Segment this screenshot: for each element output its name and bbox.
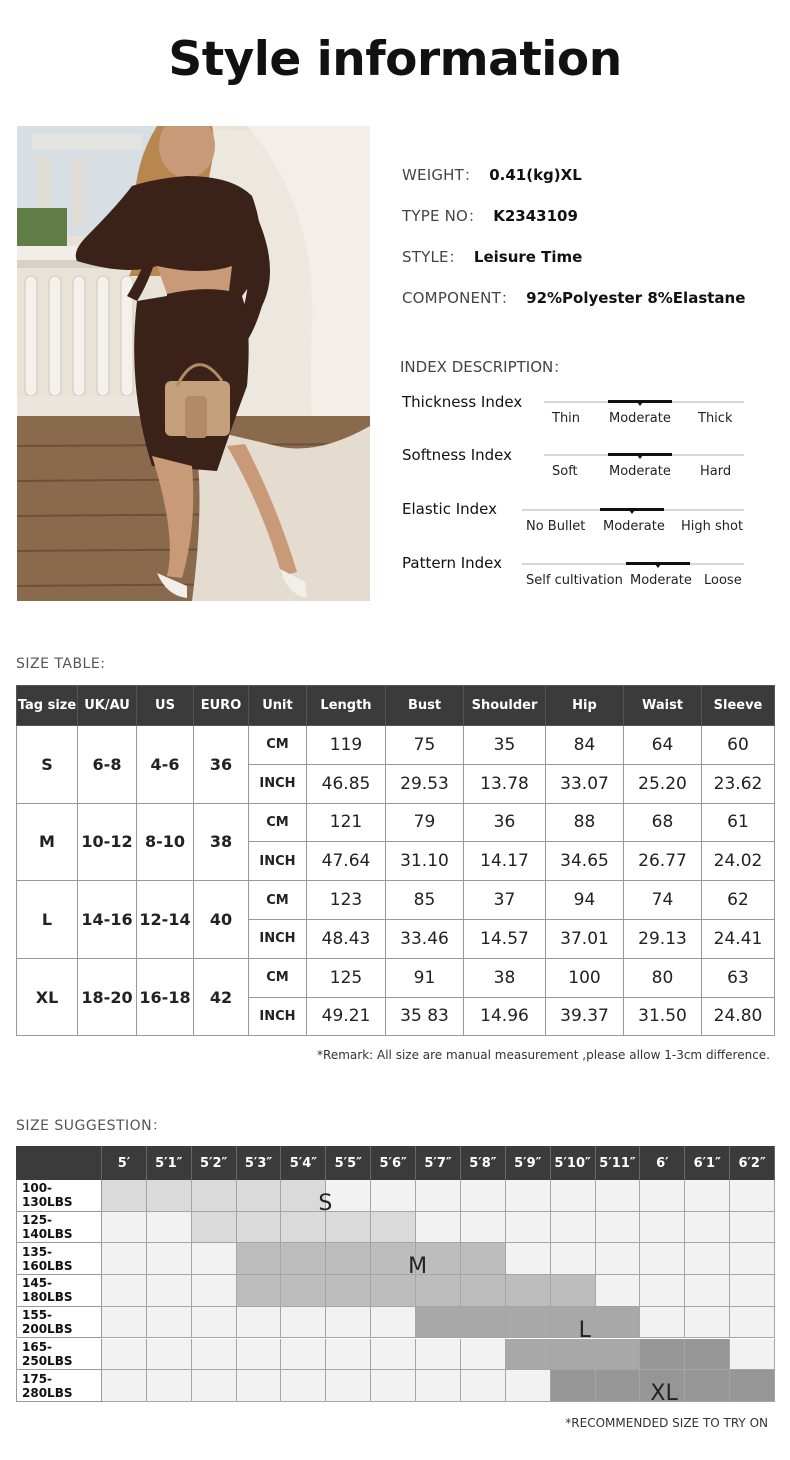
- suggestion-cell: [192, 1307, 237, 1339]
- table-row: [17, 881, 775, 920]
- suggestion-cell: [281, 1307, 326, 1339]
- size-table-label: SIZE TABLE:: [16, 656, 106, 672]
- component-value: 92%Polyester 8%Elastane: [526, 289, 746, 307]
- suggestion-cell: [281, 1275, 326, 1307]
- table-cell: 64: [624, 726, 702, 765]
- suggestion-cell: [596, 1212, 641, 1244]
- table-cell: 79: [386, 803, 464, 842]
- table-cell: 13.78: [464, 764, 546, 803]
- suggestion-cell: [685, 1243, 730, 1275]
- suggestion-cell: [326, 1180, 371, 1212]
- suggestion-cell: [416, 1339, 461, 1371]
- column-header: Bust: [386, 686, 464, 726]
- size-region-label: XL: [650, 1381, 678, 1407]
- table-cell: 125: [307, 958, 386, 997]
- suggestion-cell: [461, 1370, 506, 1402]
- size-region-label: M: [408, 1254, 428, 1280]
- us-size-cell: 12-14: [137, 881, 194, 959]
- suggestion-cell: [640, 1180, 685, 1212]
- column-header: Unit: [249, 686, 307, 726]
- weight-row-label: 175-280LBS: [16, 1370, 102, 1402]
- table-cell: 23.62: [702, 764, 775, 803]
- index-option: High shot: [681, 519, 744, 534]
- table-cell: 38: [464, 958, 546, 997]
- page-title: Style information: [168, 32, 622, 87]
- us-size-cell: 8-10: [137, 803, 194, 881]
- suggestion-cell: [326, 1212, 371, 1244]
- suggestion-cell: [147, 1243, 192, 1275]
- suggestion-cell: [416, 1307, 461, 1339]
- table-cell: 100: [546, 958, 624, 997]
- index-option: Self cultivation: [526, 573, 623, 588]
- table-cell: 46.85: [307, 764, 386, 803]
- unit-cell: CM: [249, 881, 307, 920]
- height-header: 5′6″: [371, 1146, 416, 1180]
- table-cell: 37.01: [546, 919, 624, 958]
- table-cell: 47.64: [307, 842, 386, 881]
- index-selected-marker: [600, 508, 664, 511]
- height-header: 6′2″: [730, 1146, 775, 1180]
- table-cell: 14.17: [464, 842, 546, 881]
- unit-cell: INCH: [249, 842, 307, 881]
- table-cell: 37: [464, 881, 546, 920]
- style-label: STYLE：: [402, 248, 464, 266]
- type-line: [402, 205, 578, 226]
- tag-size-cell: M: [17, 803, 78, 881]
- weight-label: WEIGHT：: [402, 166, 480, 184]
- suggestion-cell: [237, 1243, 282, 1275]
- tag-size-cell: S: [17, 726, 78, 804]
- suggestion-cell: [147, 1370, 192, 1402]
- weight-row-label: 100-130LBS: [16, 1180, 102, 1212]
- model-photo-icon: [17, 126, 370, 601]
- height-header: 5′8″: [461, 1146, 506, 1180]
- weight-row-label: 155-200LBS: [16, 1307, 102, 1339]
- suggestion-cell: [147, 1307, 192, 1339]
- table-cell: 85: [386, 881, 464, 920]
- column-header: Shoulder: [464, 686, 546, 726]
- suggestion-cell: [102, 1212, 147, 1244]
- table-cell: 91: [386, 958, 464, 997]
- height-header: 6′: [640, 1146, 685, 1180]
- suggestion-cell: [192, 1339, 237, 1371]
- height-header: 5′7″: [416, 1146, 461, 1180]
- thickness-index: [402, 393, 747, 433]
- suggestion-cell: [371, 1180, 416, 1212]
- weight-value: 0.41(kg)XL: [489, 166, 582, 184]
- suggestion-cell: [685, 1339, 730, 1371]
- suggestion-cell: [551, 1370, 596, 1402]
- suggestion-cell: [102, 1275, 147, 1307]
- index-option: Hard: [700, 464, 732, 479]
- component-label: COMPONENT：: [402, 289, 517, 307]
- suggestion-cell: [371, 1339, 416, 1371]
- suggestion-cell: [640, 1339, 685, 1371]
- weight-row-label: 135-160LBS: [16, 1243, 102, 1275]
- table-cell: 34.65: [546, 842, 624, 881]
- suggestion-cell: [730, 1212, 775, 1244]
- table-cell: 63: [702, 958, 775, 997]
- type-value: K2343109: [493, 207, 578, 225]
- uk-size-cell: 14-16: [78, 881, 137, 959]
- table-cell: 49.21: [307, 997, 386, 1036]
- index-name: Elastic Index: [402, 500, 498, 518]
- size-suggestion-label: SIZE SUGGESTION：: [16, 1118, 167, 1134]
- table-cell: 121: [307, 803, 386, 842]
- suggestion-cell: [371, 1370, 416, 1402]
- size-region-label: L: [578, 1317, 591, 1343]
- style-line: [402, 246, 582, 267]
- column-header: UK/AU: [78, 686, 137, 726]
- index-selected-marker: [608, 453, 672, 456]
- suggestion-cell: [685, 1275, 730, 1307]
- elastic-index: [402, 500, 747, 540]
- table-row: [17, 726, 775, 765]
- index-option: Moderate: [609, 464, 671, 479]
- suggestion-cell: [326, 1275, 371, 1307]
- grid-corner-header: [16, 1146, 102, 1180]
- unit-cell: CM: [249, 958, 307, 997]
- size-table: [16, 685, 775, 1036]
- table-row: [17, 803, 775, 842]
- index-option: Thin: [552, 411, 581, 426]
- height-header: 5′3″: [237, 1146, 282, 1180]
- table-cell: 14.96: [464, 997, 546, 1036]
- table-cell: 62: [702, 881, 775, 920]
- suggestion-cell: [730, 1339, 775, 1371]
- suggestion-cell: [551, 1243, 596, 1275]
- suggestion-cell: [371, 1212, 416, 1244]
- us-size-cell: 16-18: [137, 958, 194, 1036]
- suggestion-cell: [551, 1275, 596, 1307]
- suggestion-cell: [730, 1180, 775, 1212]
- table-cell: 119: [307, 726, 386, 765]
- suggestion-cell: [102, 1180, 147, 1212]
- suggestion-cell: [147, 1180, 192, 1212]
- index-option: Moderate: [609, 411, 671, 426]
- suggestion-cell: [506, 1275, 551, 1307]
- index-option: Loose: [704, 573, 742, 588]
- suggestion-cell: [596, 1307, 641, 1339]
- table-cell: 35: [464, 726, 546, 765]
- index-name: Thickness Index: [402, 393, 523, 411]
- suggestion-cell: [147, 1212, 192, 1244]
- suggestion-cell: [551, 1212, 596, 1244]
- table-cell: 35 83: [386, 997, 464, 1036]
- index-option: Thick: [698, 411, 733, 426]
- table-cell: 39.37: [546, 997, 624, 1036]
- suggestion-cell: [461, 1307, 506, 1339]
- weight-row-label: 165-250LBS: [16, 1339, 102, 1371]
- unit-cell: INCH: [249, 919, 307, 958]
- index-selected-marker: [626, 562, 690, 565]
- table-cell: 24.80: [702, 997, 775, 1036]
- table-cell: 61: [702, 803, 775, 842]
- table-cell: 33.46: [386, 919, 464, 958]
- height-header: 5′11″: [596, 1146, 641, 1180]
- index-description-title: INDEX DESCRIPTION：: [400, 358, 569, 376]
- height-header: 5′10″: [551, 1146, 596, 1180]
- suggestion-cell: [640, 1243, 685, 1275]
- suggestion-cell: [102, 1243, 147, 1275]
- suggestion-cell: [237, 1212, 282, 1244]
- suggestion-cell: [730, 1307, 775, 1339]
- suggestion-cell: [147, 1275, 192, 1307]
- model-photo: [17, 126, 370, 601]
- euro-size-cell: 42: [194, 958, 249, 1036]
- suggestion-cell: [730, 1243, 775, 1275]
- style-value: Leisure Time: [473, 248, 583, 266]
- suggestion-cell: [685, 1370, 730, 1402]
- tag-size-cell: XL: [17, 958, 78, 1036]
- pattern-index: [402, 554, 747, 594]
- suggestion-cell: [102, 1339, 147, 1371]
- suggestion-cell: [730, 1275, 775, 1307]
- suggestion-cell: [461, 1275, 506, 1307]
- suggestion-cell: [281, 1339, 326, 1371]
- table-cell: 29.13: [624, 919, 702, 958]
- suggestion-cell: [685, 1212, 730, 1244]
- table-cell: 75: [386, 726, 464, 765]
- suggestion-cell: [596, 1180, 641, 1212]
- table-cell: 94: [546, 881, 624, 920]
- uk-size-cell: 18-20: [78, 958, 137, 1036]
- suggestion-cell: [416, 1212, 461, 1244]
- suggestion-cell: [326, 1370, 371, 1402]
- suggestion-cell: [461, 1212, 506, 1244]
- height-header: 5′5″: [326, 1146, 371, 1180]
- suggestion-cell: [281, 1212, 326, 1244]
- suggestion-cell: [685, 1180, 730, 1212]
- index-option: No Bullet: [526, 519, 586, 534]
- tag-size-cell: L: [17, 881, 78, 959]
- table-cell: 31.50: [624, 997, 702, 1036]
- suggestion-cell: [596, 1243, 641, 1275]
- weight-line: [402, 164, 582, 185]
- suggestion-cell: [237, 1307, 282, 1339]
- height-header: 6′1″: [685, 1146, 730, 1180]
- table-cell: 36: [464, 803, 546, 842]
- column-header: EURO: [194, 686, 249, 726]
- suggestion-cell: [237, 1370, 282, 1402]
- suggestion-cell: [416, 1180, 461, 1212]
- recommend-note: *RECOMMENDED SIZE TO TRY ON: [565, 1416, 768, 1430]
- column-header: Sleeve: [702, 686, 775, 726]
- suggestion-cell: [281, 1243, 326, 1275]
- table-cell: 24.41: [702, 919, 775, 958]
- suggestion-cell: [506, 1212, 551, 1244]
- table-cell: 33.07: [546, 764, 624, 803]
- component-line: [402, 287, 745, 308]
- index-selected-marker: [608, 400, 672, 403]
- suggestion-cell: [371, 1307, 416, 1339]
- unit-cell: INCH: [249, 997, 307, 1036]
- suggestion-cell: [326, 1307, 371, 1339]
- size-suggestion-grid: [16, 1146, 775, 1407]
- table-cell: 31.10: [386, 842, 464, 881]
- uk-size-cell: 6-8: [78, 726, 137, 804]
- softness-index: [402, 446, 747, 486]
- suggestion-cell: [506, 1243, 551, 1275]
- suggestion-cell: [416, 1275, 461, 1307]
- suggestion-cell: [281, 1370, 326, 1402]
- suggestion-cell: [326, 1243, 371, 1275]
- suggestion-cell: [506, 1339, 551, 1371]
- table-cell: 29.53: [386, 764, 464, 803]
- suggestion-cell: [461, 1180, 506, 1212]
- suggestion-cell: [192, 1212, 237, 1244]
- table-cell: 14.57: [464, 919, 546, 958]
- suggestion-cell: [371, 1275, 416, 1307]
- suggestion-cell: [237, 1275, 282, 1307]
- suggestion-cell: [102, 1370, 147, 1402]
- suggestion-cell: [461, 1339, 506, 1371]
- unit-cell: INCH: [249, 764, 307, 803]
- suggestion-cell: [237, 1339, 282, 1371]
- height-header: 5′: [102, 1146, 147, 1180]
- suggestion-cell: [551, 1339, 596, 1371]
- size-region-label: S: [318, 1191, 333, 1217]
- index-option: Moderate: [630, 573, 692, 588]
- suggestion-cell: [506, 1307, 551, 1339]
- height-header: 5′1″: [147, 1146, 192, 1180]
- suggestion-cell: [640, 1275, 685, 1307]
- table-cell: 80: [624, 958, 702, 997]
- weight-row-label: 125-140LBS: [16, 1212, 102, 1244]
- column-header: Hip: [546, 686, 624, 726]
- table-cell: 26.77: [624, 842, 702, 881]
- height-header: 5′4″: [281, 1146, 326, 1180]
- table-cell: 123: [307, 881, 386, 920]
- measurement-remark: *Remark: All size are manual measurement ,please allow 1-3cm difference.: [317, 1048, 770, 1062]
- euro-size-cell: 38: [194, 803, 249, 881]
- table-cell: 74: [624, 881, 702, 920]
- suggestion-cell: [596, 1275, 641, 1307]
- suggestion-cell: [192, 1370, 237, 1402]
- table-cell: 25.20: [624, 764, 702, 803]
- suggestion-cell: [192, 1275, 237, 1307]
- suggestion-cell: [551, 1180, 596, 1212]
- suggestion-cell: [730, 1370, 775, 1402]
- index-name: Softness Index: [402, 446, 513, 464]
- column-header: US: [137, 686, 194, 726]
- height-header: 5′9″: [506, 1146, 551, 1180]
- weight-row-label: 145-180LBS: [16, 1275, 102, 1307]
- suggestion-cell: [237, 1180, 282, 1212]
- table-cell: 88: [546, 803, 624, 842]
- us-size-cell: 4-6: [137, 726, 194, 804]
- table-cell: 60: [702, 726, 775, 765]
- suggestion-cell: [416, 1370, 461, 1402]
- height-header: 5′2″: [192, 1146, 237, 1180]
- column-header: Length: [307, 686, 386, 726]
- table-cell: 48.43: [307, 919, 386, 958]
- index-option: Soft: [552, 464, 578, 479]
- suggestion-cell: [192, 1243, 237, 1275]
- suggestion-cell: [147, 1339, 192, 1371]
- table-cell: 68: [624, 803, 702, 842]
- unit-cell: CM: [249, 803, 307, 842]
- suggestion-cell: [685, 1307, 730, 1339]
- euro-size-cell: 36: [194, 726, 249, 804]
- unit-cell: CM: [249, 726, 307, 765]
- size-table-header: [17, 686, 775, 726]
- uk-size-cell: 10-12: [78, 803, 137, 881]
- column-header: Tag size: [17, 686, 78, 726]
- table-cell: 84: [546, 726, 624, 765]
- suggestion-cell: [640, 1307, 685, 1339]
- suggestion-cell: [102, 1307, 147, 1339]
- index-name: Pattern Index: [402, 554, 503, 572]
- euro-size-cell: 40: [194, 881, 249, 959]
- suggestion-cell: [326, 1339, 371, 1371]
- table-row: [17, 958, 775, 997]
- suggestion-cell: [461, 1243, 506, 1275]
- type-label: TYPE NO：: [402, 207, 484, 225]
- suggestion-cell: [596, 1370, 641, 1402]
- suggestion-cell: [596, 1339, 641, 1371]
- column-header: Waist: [624, 686, 702, 726]
- suggestion-cell: [506, 1180, 551, 1212]
- table-cell: 24.02: [702, 842, 775, 881]
- suggestion-cell: [506, 1370, 551, 1402]
- index-option: Moderate: [603, 519, 665, 534]
- suggestion-cell: [192, 1180, 237, 1212]
- suggestion-cell: [640, 1212, 685, 1244]
